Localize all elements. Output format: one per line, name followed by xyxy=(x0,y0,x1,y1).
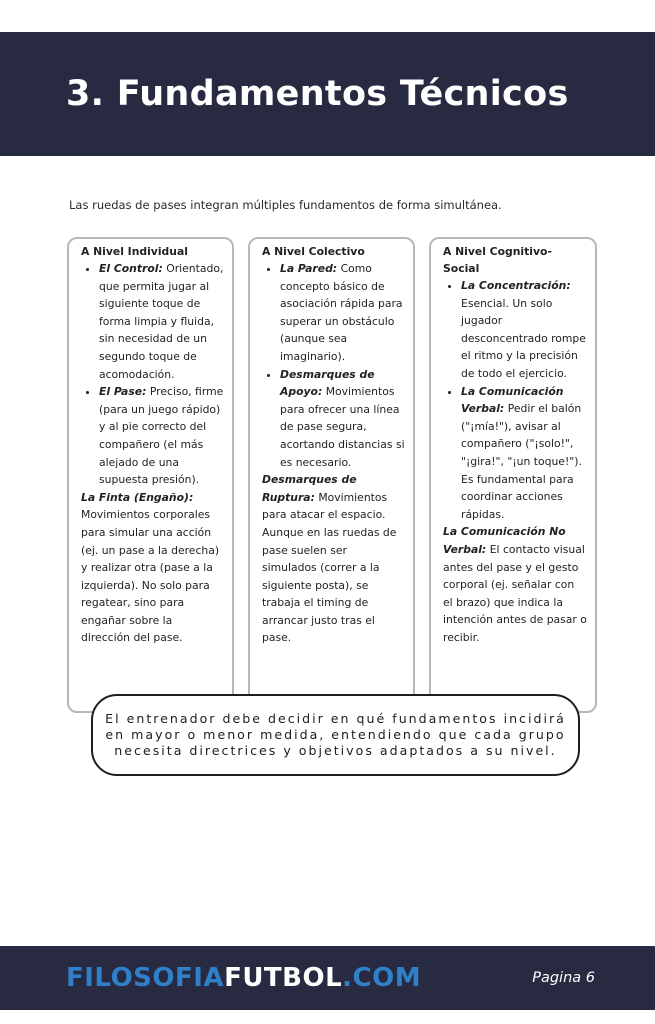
term: La Finta (Engaño): xyxy=(81,490,194,504)
term: El Pase: xyxy=(99,385,147,399)
term: El Control: xyxy=(99,262,163,275)
callout-box xyxy=(91,694,580,776)
bullet-list xyxy=(81,260,224,489)
term-text: Movimientos para ofrecer una línea de pase segura, acortando distancias si es necesario. xyxy=(280,385,405,469)
term-text: Movimientos corporales para simular una acción (ej. un pase a la derecha) y realizar otra (pase a la izquierda). No solo para regatear, sino para engañar sobre la dirección del pase. xyxy=(81,508,220,645)
list-item xyxy=(99,260,224,383)
term-text: Como concepto básico de asociación rápida para superar un obstáculo (aunque sea imaginario). xyxy=(280,262,403,363)
logo-part-filosofia: FILOSOFIA xyxy=(66,963,225,993)
column-title: A Nivel Colectivo xyxy=(262,245,365,258)
page-header xyxy=(0,32,655,156)
page-footer xyxy=(0,946,655,1010)
list-item xyxy=(280,260,405,366)
term: Desmarques de Apoyo: xyxy=(280,367,375,399)
column-title: A Nivel Individual xyxy=(81,245,188,258)
paragraph xyxy=(81,489,224,647)
term-text: El contacto visual antes del pase y el gesto corporal (ej. señalar con el brazo) que indica la intención antes de pasar o recibir. xyxy=(443,542,587,644)
bullet-list xyxy=(262,260,405,471)
paragraph xyxy=(262,471,405,647)
term-text: Pedir el balón ("¡mía!"), avisar al compañero ("¡solo!", "¡gira!", "¡un toque!"). Es fundamental para coordinar acciones rápidas. xyxy=(461,402,582,521)
column-individual xyxy=(67,237,234,713)
column-title: A Nivel Cognitivo-Social xyxy=(443,245,552,275)
list-item xyxy=(280,366,405,472)
term-text: Orientado, que permita jugar al siguiente toque de forma limpia y fluida, sin necesidad de un segundo toque de acomodación. xyxy=(99,262,224,381)
callout-text: El entrenador debe decidir en qué fundamentos incidirá en mayor o menor medida, entendiendo que cada grupo necesita directrices y objetivos adaptados a su nivel. xyxy=(105,711,566,758)
logo-part-com: .COM xyxy=(342,963,422,993)
term: Desmarques de Ruptura: xyxy=(262,473,357,504)
term-text: Esencial. Un solo jugador desconcentrado rompe el ritmo y la precisión de todo el ejercicio. xyxy=(461,296,586,380)
logo-part-futbol: FUTBOL xyxy=(224,963,343,993)
intro-text: Las ruedas de pases integran múltiples fundamentos de forma simultánea. xyxy=(69,198,502,212)
paragraph xyxy=(443,523,587,646)
term: La Pared: xyxy=(280,262,338,275)
page-number: Pagina 6 xyxy=(532,970,595,986)
term: La Concentración: xyxy=(461,279,571,292)
column-colectivo xyxy=(248,237,415,713)
list-item xyxy=(99,383,224,489)
term: La Comunicación No Verbal: xyxy=(443,525,566,556)
bullet-list xyxy=(443,277,587,523)
site-logo xyxy=(66,946,421,1010)
term: La Comunicación Verbal: xyxy=(461,384,564,416)
column-cognitivo-social xyxy=(429,237,597,713)
term-text: Movimientos para atacar el espacio. Aunque en las ruedas de pase suelen ser simulados (correr a la siguiente posta), se trabaja el timing de arrancar justo tras el pase. xyxy=(262,490,397,645)
list-item xyxy=(461,277,587,383)
term-text: Preciso, firme (para un juego rápido) y al pie correcto del compañero (el más alejado de una supuesta presión). xyxy=(99,385,224,487)
page-title: 3. Fundamentos Técnicos xyxy=(66,74,569,114)
list-item xyxy=(461,383,587,524)
